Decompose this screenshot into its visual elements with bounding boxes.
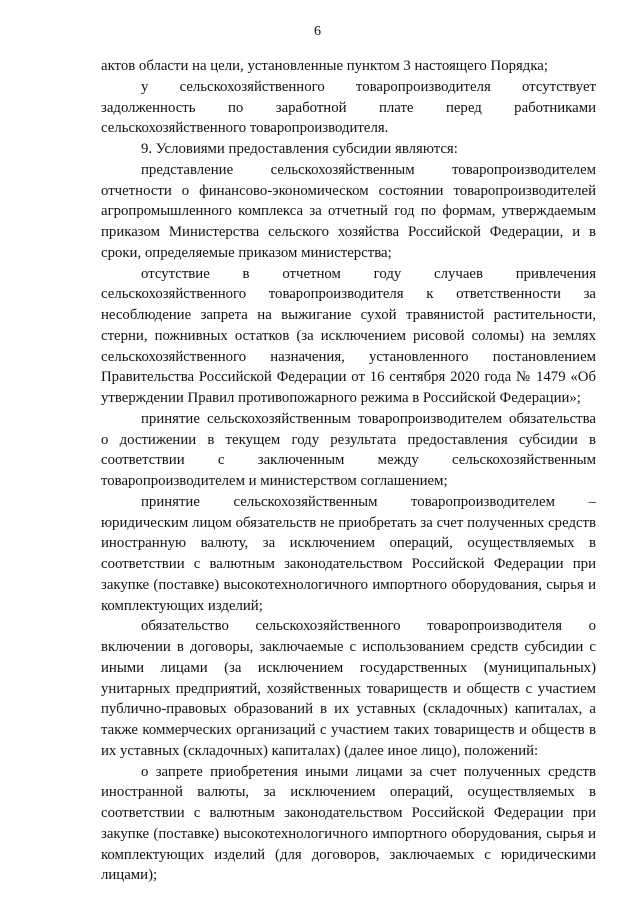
paragraph-conditions-heading: 9. Условиями предоставления субсидии являются:	[141, 141, 458, 157]
paragraph-no-wage-arrears: у сельскохозяйственного товаропроизводителя отсутствует задолженность по заработной плате перед работниками сельскохозяйственного товаропроизводителя.	[101, 78, 596, 137]
paragraph-continuation: актов области на цели, установленные пунктом 3 настоящего Порядка;	[101, 58, 548, 74]
paragraph-no-burning-violations: отсутствие в отчетном году случаев привлечения сельскохозяйственного товаропроизводителя к ответственности за несоблюдение запрета на выжигание сухой травянистой растительности, стерни, пожнивных остатков (за исключением рисовой соломы) на землях сельскохозяйственного назначения, установленного постановлением Правительства Российской Федерации от 16 сентября 2020 года № 1479 «Об утверждении Правил противопожарного режима в Российской Федерации»;	[101, 265, 596, 406]
paragraph-no-foreign-currency: принятие сельскохозяйственным товаропроизводителем – юридическим лицом обязательств не приобретать за счет полученных средств иностранную валюту, за исключением операций, осуществляемых в соответствии с валютным законодательством Российской Федерации при закупке (поставке) высокотехнологичного импортного оборудования, сырья и комплектующих изделий;	[101, 493, 596, 614]
page-number: 6	[314, 24, 321, 39]
paragraph-contract-clauses: обязательство сельскохозяйственного товаропроизводителя о включении в договоры, заключаемые с использованием средств субсидии с иными лицами (за исключением государственных (муниципальных) унитарных предприятий, хозяйственных товариществ и обществ с участием публично-правовых образований в их уставных (складочных) капиталах, а также коммерческих организаций с участием таких товариществ и обществ в их уставных (складочных) капиталах) (далее иное лицо), положений:	[101, 618, 596, 759]
paragraph-reporting-condition: представление сельскохозяйственным товаропроизводителем отчетности о финансово-экономическом состоянии товаропроизводителей агропромышленного комплекса за отчетный год по формам, утверждаемым приказом Министерства сельского хозяйства Российской Федерации, и в сроки, определяемые приказом министерства;	[101, 161, 596, 261]
paragraph-currency-prohibition-clause: о запрете приобретения иными лицами за счет полученных средств иностранной валюты, за исключением операций, осуществляемых в соответствии с валютным законодательством Российской Федерации при закупке (поставке) высокотехнологичного импортного оборудования, сырья и комплектующих изделий (для договоров, заключаемых с юридическими лицами);	[101, 763, 596, 884]
paragraph-result-obligation: принятие сельскохозяйственным товаропроизводителем обязательства о достижении в текущем году результата предоставления субсидии в соответствии с заключенным между сельскохозяйственным товаропроизводителем и министерством соглашением;	[101, 410, 596, 489]
document-body	[101, 56, 596, 886]
